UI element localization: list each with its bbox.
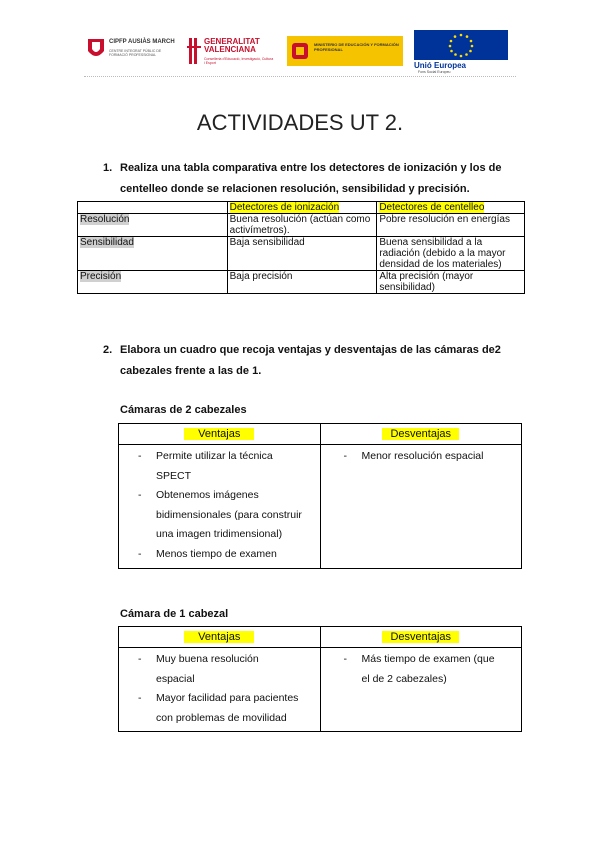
table-cell: Alta precisión (mayor sensibilidad) xyxy=(377,271,525,294)
generalitat-logo xyxy=(187,30,282,74)
question-1 xyxy=(103,158,523,200)
ministerio-logo xyxy=(287,36,403,66)
table-1-cabezal xyxy=(118,626,522,732)
table-cell: Baja sensibilidad xyxy=(227,237,377,271)
list-item-text: Más tiempo de examen (que xyxy=(361,653,495,665)
list-item xyxy=(120,545,319,565)
eu-flag-icon xyxy=(414,30,508,60)
table-header-cell xyxy=(377,202,525,214)
cipfp-title: CIPFP AUSIÀS MARCH xyxy=(109,39,175,45)
header-logos xyxy=(84,30,514,74)
table-cell: Pobre resolución en energías xyxy=(377,214,525,237)
table-header-row xyxy=(78,202,525,214)
desventajas-header: Desventajas xyxy=(382,428,459,440)
table-row xyxy=(119,648,522,732)
eu-subtitle: Fons Social Europeu xyxy=(418,70,451,74)
generalitat-title: GENERALITAT VALENCIANA xyxy=(204,37,260,54)
header-ionizacion: Detectores de ionización xyxy=(229,202,340,213)
ventajas-list xyxy=(120,650,319,728)
table-header-cell xyxy=(227,202,377,214)
ventajas-cell xyxy=(119,648,321,732)
cipfp-emblem-icon xyxy=(86,37,106,61)
ministerio-title: MINISTERIO DE EDUCACIÓN Y FORMACIÓN PROFESIONAL xyxy=(314,42,399,52)
eu-logo xyxy=(414,30,508,74)
desventajas-cell xyxy=(320,648,522,732)
row-label: Resolución xyxy=(80,214,130,225)
dash-marker: - xyxy=(138,653,142,665)
list-item-continuation xyxy=(120,670,319,690)
header-divider xyxy=(84,76,516,77)
table-cell: Buena resolución (actúan como activímetros). xyxy=(227,214,377,237)
dash-marker: - xyxy=(138,547,142,560)
section-title-1-cabezal: Cámara de 1 cabezal xyxy=(120,608,229,620)
list-item xyxy=(120,447,319,467)
question-line: cabezales frente a las de 1. xyxy=(120,365,262,377)
dash-marker: - xyxy=(138,692,142,704)
page-title: ACTIVIDADES UT 2. xyxy=(196,110,404,135)
question-line: Realiza una tabla comparativa entre los detectores de ionización y los de xyxy=(120,162,502,174)
ventajas-cell xyxy=(119,445,321,569)
list-item-text: Permite utilizar la técnica xyxy=(156,450,273,462)
list-item-text: con problemas de movilidad xyxy=(156,711,287,724)
list-item-text: una imagen tridimensional) xyxy=(156,528,283,540)
generalitat-subtitle: Conselleria d'Educació, Investigació, Cultura i Esport xyxy=(204,57,274,65)
question-line: centelleo donde se relacionen resolución, sensibilidad y precisión. xyxy=(120,183,470,195)
table-row xyxy=(119,445,522,569)
list-item xyxy=(120,650,319,670)
table-row xyxy=(78,271,525,294)
row-label: Sensibilidad xyxy=(80,237,134,248)
desventajas-list xyxy=(322,447,521,467)
list-item-continuation xyxy=(120,506,319,526)
section-title-2-cabezales: Cámaras de 2 cabezales xyxy=(120,404,247,416)
cipfp-logo xyxy=(84,30,184,74)
row-label-cell xyxy=(78,271,228,294)
table-header-row xyxy=(119,424,522,445)
spain-crest-icon xyxy=(290,40,310,62)
list-item-continuation xyxy=(120,467,319,487)
eu-title: Unió Europea xyxy=(414,61,467,70)
table-cell: Baja precisión xyxy=(227,271,377,294)
list-item-text: el de 2 cabezales) xyxy=(361,672,447,685)
desventajas-list xyxy=(322,650,521,689)
desventajas-header: Desventajas xyxy=(382,631,459,643)
list-item xyxy=(322,650,521,670)
list-item xyxy=(120,486,319,506)
question-2 xyxy=(103,340,523,382)
list-item-continuation xyxy=(322,670,521,690)
list-item xyxy=(120,689,319,709)
table-header-cell xyxy=(320,424,522,445)
table-header-cell xyxy=(320,627,522,648)
question-number: 1. xyxy=(103,162,113,174)
table-row xyxy=(78,214,525,237)
table-cell: Buena sensibilidad a la radiación (debido a la mayor densidad de los materiales) xyxy=(377,237,525,271)
list-item xyxy=(322,447,521,467)
dash-marker: - xyxy=(138,450,142,462)
row-label-cell xyxy=(78,237,228,271)
ventajas-list xyxy=(120,447,319,564)
list-item-continuation xyxy=(120,709,319,729)
list-item-text: bidimensionales (para construir xyxy=(156,508,302,521)
table-header-cell xyxy=(119,424,321,445)
table-header-cell xyxy=(78,202,228,214)
question-number: 2. xyxy=(103,344,113,356)
table-header-row xyxy=(119,627,522,648)
row-label: Precisión xyxy=(80,271,122,282)
list-item-text: Menos tiempo de examen xyxy=(156,547,277,560)
list-item-text: Muy buena resolución xyxy=(156,653,259,665)
list-item-text: espacial xyxy=(156,672,195,685)
list-item-continuation xyxy=(120,525,319,545)
question-line: Elabora un cuadro que recoja ventajas y desventajas de las cámaras de2 xyxy=(120,344,501,356)
ventajas-header: Ventajas xyxy=(184,428,254,440)
table-row xyxy=(78,237,525,271)
dash-marker: - xyxy=(343,653,347,665)
header-centelleo: Detectores de centelleo xyxy=(379,202,485,213)
ventajas-header: Ventajas xyxy=(184,631,254,643)
list-item-text: Mayor facilidad para pacientes xyxy=(156,692,299,704)
table-header-cell xyxy=(119,627,321,648)
comparison-table xyxy=(77,201,525,294)
table-2-cabezales xyxy=(118,423,522,569)
generalitat-emblem-icon xyxy=(187,36,201,66)
row-label-cell xyxy=(78,214,228,237)
cipfp-subtitle: CENTRE INTEGRAT PÚBLIC DE FORMACIÓ PROFESSIONAL xyxy=(109,49,162,57)
list-item-text: Obtenemos imágenes xyxy=(156,489,259,501)
dash-marker: - xyxy=(343,450,347,462)
dash-marker: - xyxy=(138,489,142,501)
desventajas-cell xyxy=(320,445,522,569)
list-item-text: Menor resolución espacial xyxy=(361,450,484,462)
list-item-text: SPECT xyxy=(156,469,192,482)
